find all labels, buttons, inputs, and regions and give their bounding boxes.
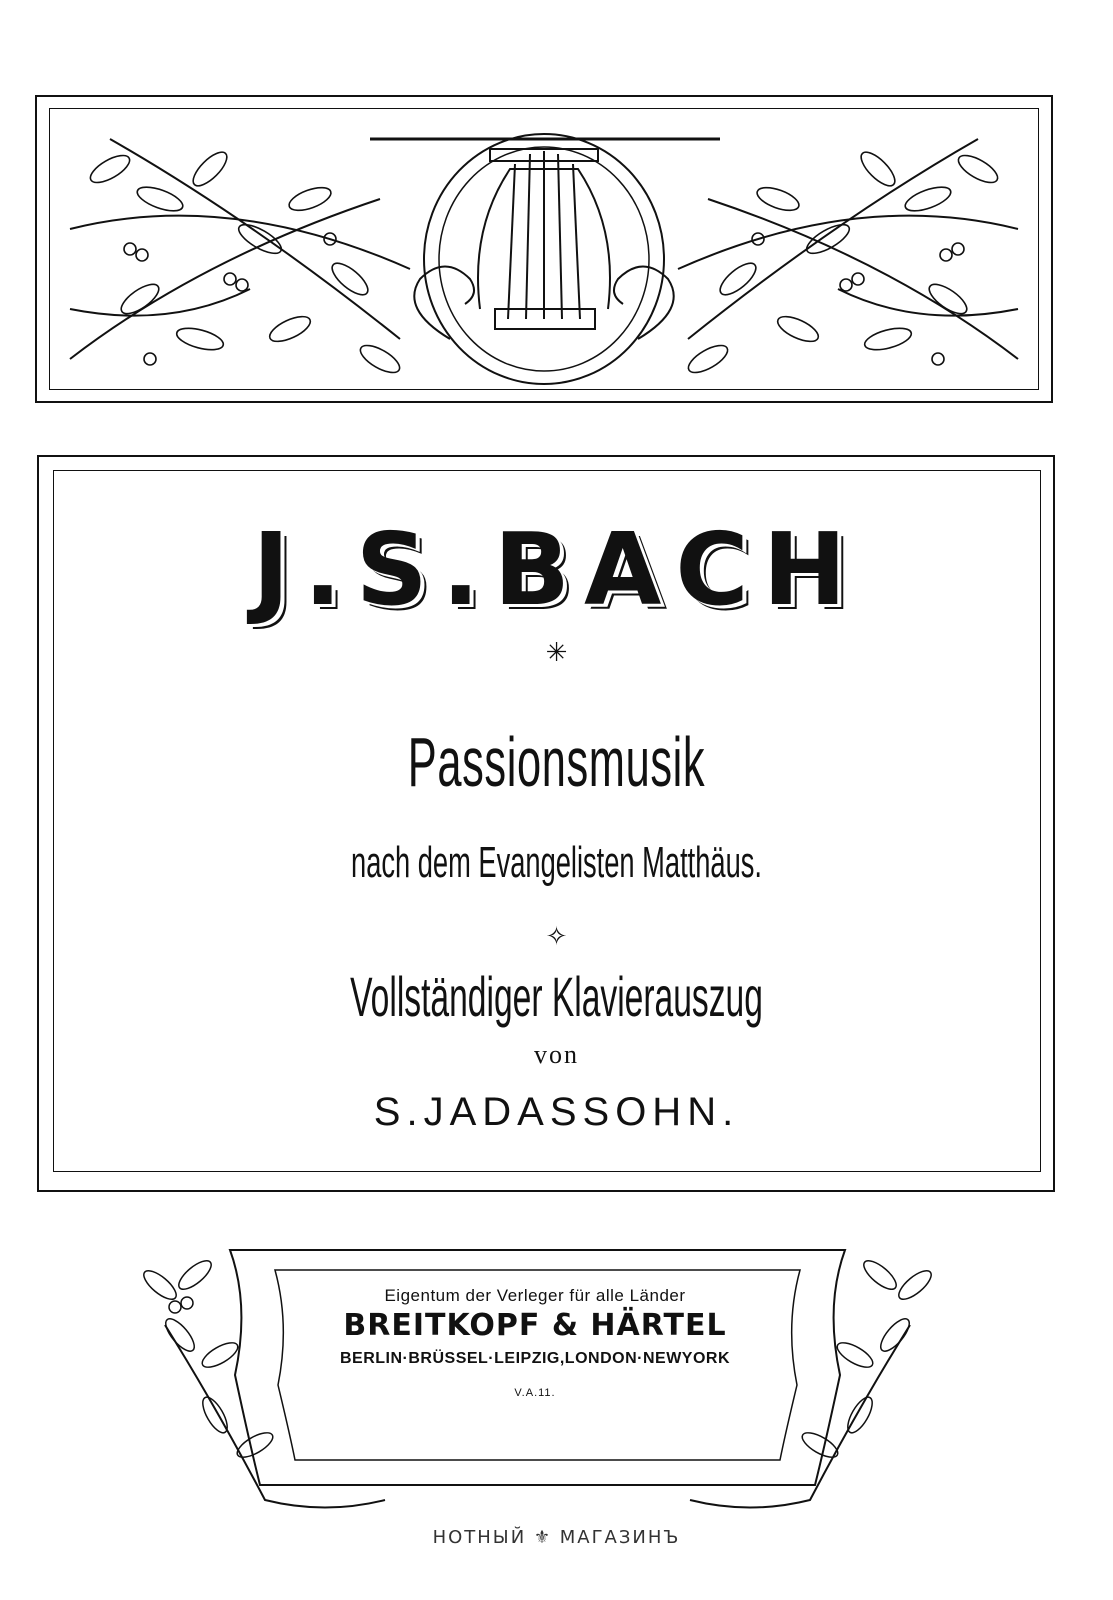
by-word: von [534, 1040, 579, 1069]
edition-description: Vollständiger Klavierauszug [350, 965, 763, 1028]
arranger-name: S.JADASSOHN. [373, 1090, 740, 1134]
composer-name: J.S.BACH [252, 511, 861, 628]
plate-number: V.A.11. [514, 1387, 556, 1399]
shop-stamp: НОТНЫЙ ⚜ МАГАЗИНЪ [432, 1527, 681, 1548]
work-subtitle: nach dem Evangelisten Matthäus. [351, 838, 762, 887]
lyre-laurel-ornament [50, 109, 1038, 389]
work-title: Passionsmusik [407, 723, 706, 801]
sparkle-ornament-icon: ✧ [545, 922, 568, 952]
publisher-block [290, 1285, 780, 1413]
publisher-rights: Eigentum der Verleger für alle Länder [384, 1286, 686, 1305]
publisher-cities: BERLIN·BRÜSSEL·LEIPZIG,LONDON·NEWYORK [339, 1350, 731, 1367]
star-ornament-icon: ✳ [545, 638, 568, 668]
publisher-name: BREITKOPF & HÄRTEL [343, 1308, 727, 1343]
